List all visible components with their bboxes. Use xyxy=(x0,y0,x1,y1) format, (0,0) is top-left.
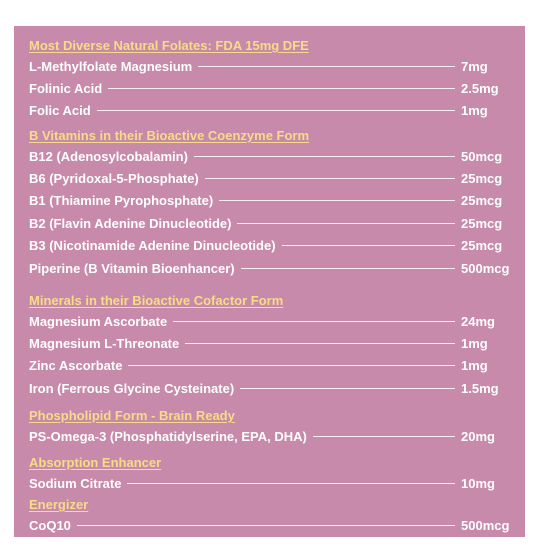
ingredient-row xyxy=(29,235,525,257)
section-natural-folates xyxy=(29,37,525,122)
ingredient-name: Magnesium L-Threonate xyxy=(29,336,180,352)
leader-line xyxy=(127,483,455,484)
leader-line xyxy=(194,156,455,157)
ingredient-name: Iron (Ferrous Glycine Cysteinate) xyxy=(29,380,235,396)
ingredient-row xyxy=(29,100,525,122)
leader-line xyxy=(240,388,455,389)
leader-line xyxy=(313,436,455,437)
ingredient-amount: 24mg xyxy=(461,313,495,329)
ingredient-name: B12 (Adenosylcobalamin) xyxy=(29,148,188,164)
ingredient-row xyxy=(29,425,525,447)
ingredient-panel xyxy=(14,26,525,537)
ingredient-row xyxy=(29,377,525,399)
ingredient-amount: 1mg xyxy=(461,358,488,374)
leader-line xyxy=(205,178,455,179)
ingredient-row xyxy=(29,55,525,77)
leader-line xyxy=(108,88,455,89)
leader-line xyxy=(97,110,455,111)
section-heading: Phospholipid Form - Brain Ready xyxy=(29,408,235,423)
ingredient-amount: 25mcg xyxy=(461,171,503,187)
section-heading: Most Diverse Natural Folates: FDA 15mg DFE xyxy=(29,38,309,53)
ingredient-name: Zinc Ascorbate xyxy=(29,358,123,374)
ingredient-name: Piperine (B Vitamin Bioenhancer) xyxy=(29,260,235,276)
ingredient-amount: 25mcg xyxy=(461,215,503,231)
leader-line xyxy=(185,343,455,344)
section-b-vitamins xyxy=(29,127,525,279)
ingredient-row xyxy=(29,257,525,279)
ingredient-row xyxy=(29,212,525,234)
section-phospholipid xyxy=(29,407,525,447)
leader-line xyxy=(77,525,455,526)
leader-line xyxy=(173,321,455,322)
ingredient-amount: 500mcg xyxy=(461,260,510,276)
leader-line xyxy=(282,245,455,246)
ingredient-row xyxy=(29,77,525,99)
leader-line xyxy=(241,268,455,269)
ingredient-amount: 1mg xyxy=(461,103,488,119)
section-heading: Energizer xyxy=(29,497,89,512)
leader-line xyxy=(198,66,455,67)
section-heading: B Vitamins in their Bioactive Coenzyme Form xyxy=(29,128,310,143)
leader-line xyxy=(128,365,455,366)
ingredient-row xyxy=(29,310,525,332)
ingredient-row xyxy=(29,190,525,212)
section-heading: Minerals in their Bioactive Cofactor Form xyxy=(29,293,284,308)
section-heading: Absorption Enhancer xyxy=(29,455,162,470)
ingredient-amount: 25mcg xyxy=(461,238,503,254)
ingredient-name: B2 (Flavin Adenine Dinucleotide) xyxy=(29,215,232,231)
section-energizer xyxy=(29,496,525,536)
ingredient-row xyxy=(29,332,525,354)
ingredient-amount: 20mg xyxy=(461,428,495,444)
ingredient-name: Sodium Citrate xyxy=(29,475,122,491)
ingredient-name: Magnesium Ascorbate xyxy=(29,313,168,329)
ingredient-amount: 1mg xyxy=(461,336,488,352)
ingredient-amount: 50mcg xyxy=(461,148,503,164)
ingredient-row xyxy=(29,167,525,189)
ingredient-name: Folinic Acid xyxy=(29,81,103,97)
ingredient-name: L-Methylfolate Magnesium xyxy=(29,58,193,74)
ingredient-amount: 2.5mg xyxy=(461,81,499,97)
ingredient-name: B1 (Thiamine Pyrophosphate) xyxy=(29,193,214,209)
ingredient-amount: 500mcg xyxy=(461,517,510,533)
ingredient-amount: 1.5mg xyxy=(461,380,499,396)
section-minerals xyxy=(29,292,525,400)
section-absorption-enhancer xyxy=(29,454,525,494)
ingredient-name: B3 (Nicotinamide Adenine Dinucleotide) xyxy=(29,238,276,254)
leader-line xyxy=(219,200,455,201)
ingredient-amount: 10mg xyxy=(461,475,495,491)
ingredient-row xyxy=(29,355,525,377)
ingredient-amount: 25mcg xyxy=(461,193,503,209)
ingredient-row xyxy=(29,472,525,494)
leader-line xyxy=(237,223,455,224)
ingredient-row xyxy=(29,514,525,536)
ingredient-name: CoQ10 xyxy=(29,517,71,533)
ingredient-amount: 7mg xyxy=(461,58,488,74)
ingredient-name: Folic Acid xyxy=(29,103,91,119)
ingredient-row xyxy=(29,145,525,167)
ingredient-name: PS-Omega-3 (Phosphatidylserine, EPA, DHA) xyxy=(29,428,307,444)
ingredient-name: B6 (Pyridoxal-5-Phosphate) xyxy=(29,171,199,187)
